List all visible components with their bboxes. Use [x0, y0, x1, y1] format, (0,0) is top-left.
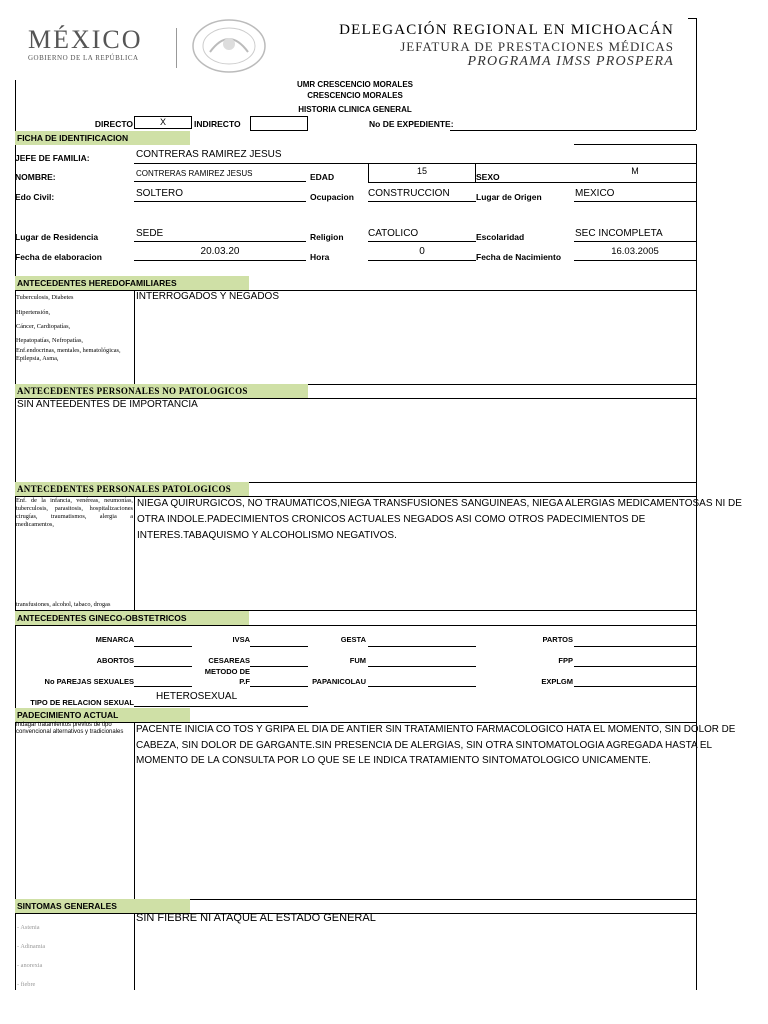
menarca-label: MENARCA	[95, 635, 134, 644]
metodo-label-1: METODO DE	[204, 667, 250, 676]
hora-label: Hora	[310, 252, 330, 262]
residencia-label: Lugar de Residencia	[15, 232, 99, 242]
unit-line2: CRESCENCIO MORALES	[307, 91, 403, 100]
sintomas-item-3: - anorexia	[17, 962, 43, 969]
left-border	[15, 80, 16, 990]
sexo-label: SEXO	[476, 172, 500, 182]
sintomas-value[interactable]: SIN FIEBRE NI ATAQUE AL ESTADO GENERAL	[136, 912, 376, 924]
gineco-top	[15, 625, 696, 626]
papanicolau-label: PAPANICOLAU	[312, 677, 366, 686]
logo-word: MÉXICO	[28, 25, 143, 54]
directo-label: DIRECTO	[94, 119, 133, 129]
origen-line	[574, 201, 696, 202]
patologicos-line-2[interactable]: OTRA INDOLE.PADECIMIENTOS CRONICOS ACTUALES NEGADOS ASI COMO OTROS PADECIMIENTOS DE	[137, 514, 646, 525]
partos-label: PARTOS	[542, 635, 573, 644]
section-padecimiento: PADECIMIENTO ACTUAL	[15, 708, 190, 722]
gesta-field[interactable]	[368, 646, 476, 647]
papanicolau-field[interactable]	[368, 686, 476, 687]
edad-label: EDAD	[310, 172, 335, 182]
civil-line	[134, 201, 306, 202]
ocupacion-value[interactable]: CONSTRUCCION	[368, 188, 450, 199]
nombre-value[interactable]: CONTRERAS RAMIREZ JESUS	[136, 169, 253, 178]
section-no-patologicos: ANTECEDENTES PERSONALES NO PATOLOGICOS	[15, 384, 308, 398]
indirecto-label: INDIRECTO	[194, 119, 241, 129]
header-title2: JEFATURA DE PRESTACIONES MÉDICAS	[400, 39, 674, 54]
no-patologicos-value[interactable]: SIN ANTEEDENTES DE IMPORTANCIA	[17, 399, 198, 410]
fum-field[interactable]	[368, 666, 476, 667]
abortos-field[interactable]	[134, 666, 192, 667]
partos-field[interactable]	[574, 646, 696, 647]
section-ficha: FICHA DE IDENTIFICACION	[15, 131, 190, 145]
relacion-label: TIPO DE RELACION SEXUAL	[30, 698, 134, 707]
escolaridad-label: Escolaridad	[476, 232, 525, 242]
escolaridad-value[interactable]: SEC INCOMPLETA	[575, 228, 663, 239]
origen-value[interactable]: MEXICO	[575, 188, 615, 199]
padecimiento-line-1[interactable]: PACENTE INICIA CO TOS Y GRIPA EL DIA DE ANTIER SIN TRATAMIENTO FARMACOLOGICO HATA EL MOMENTO, SIN DOLOR DE	[136, 724, 736, 735]
parejas-label: No PAREJAS SEXUALES	[44, 677, 134, 686]
unit-line3: HISTORIA CLINICA GENERAL	[298, 105, 412, 114]
unit-line1: UMR CRESCENCIO MORALES	[296, 80, 413, 89]
patologicos-hint-bottom: transfusiones, alcohol, tabaco, drogas	[16, 601, 111, 608]
edad-field[interactable]: 15	[368, 163, 476, 183]
civil-label: Edo Civil:	[15, 192, 55, 202]
ivsa-field[interactable]	[250, 646, 308, 647]
expediente-line	[450, 130, 696, 131]
heredo-top	[15, 290, 696, 291]
heredo-item-5: Enf.endocrinas, mentales, hematológicas, Epilepsia, Asma,	[16, 347, 121, 362]
section-sintomas: SINTOMAS GENERALES	[15, 899, 190, 913]
residencia-value[interactable]: SEDE	[136, 228, 164, 239]
gesta-label: GESTA	[340, 635, 366, 644]
residencia-line	[134, 241, 306, 242]
relacion-line	[134, 706, 308, 707]
padecimiento-line-2[interactable]: CABEZA, SIN DOLOR DE GARGANTE.SIN PRESENCIA DE ALERGIAS, SIN OTRA SINTOMATOLOGIA AGREGADA HASTA EL	[136, 740, 713, 751]
mexico-logo	[28, 26, 168, 62]
logo-divider	[176, 28, 177, 68]
jefe-label: JEFE DE FAMILIA:	[15, 153, 90, 163]
religion-line	[368, 241, 476, 242]
heredo-divider	[134, 290, 135, 384]
heredo-item-2: Hipertensión,	[16, 309, 51, 316]
expediente-label: No DE EXPEDIENTE:	[369, 119, 454, 129]
heredo-item-4: Hepatopatías, Nefropatías,	[16, 337, 83, 344]
sint-divider	[134, 913, 135, 990]
relacion-value[interactable]: HETEROSEXUAL	[156, 691, 238, 702]
heredo-item-3: Cáncer, Cardiopatías,	[16, 323, 71, 330]
fum-label: FUM	[349, 656, 366, 665]
nacimiento-value[interactable]: 16.03.2005	[611, 246, 659, 257]
nombre-line	[134, 181, 306, 182]
fpp-label: FPP	[558, 656, 573, 665]
metodo-field[interactable]	[250, 686, 308, 687]
sintomas-item-1: - Astenia	[17, 924, 40, 931]
patologicos-line-3[interactable]: INTERES.TABAQUISMO Y ALCOHOLISMO NEGATIVOS.	[137, 530, 397, 541]
header-title1: DELEGACIÓN REGIONAL EN MICHOACÁN	[339, 22, 674, 38]
metodo-label-2: P.F	[239, 677, 250, 686]
padec-divider	[134, 722, 135, 899]
heredo-value[interactable]: INTERROGADOS Y NEGADOS	[136, 291, 279, 302]
ocupacion-line	[368, 201, 476, 202]
patologicos-hint: Enf. de la infancia, venéreas, neumonías, tuberculosis, parasitosis, hospitalizaciones cirugías, traumatismos, alergia a medicamentos,	[16, 497, 133, 528]
nacimiento-line	[574, 260, 696, 261]
cesareas-field[interactable]	[250, 666, 308, 667]
menarca-field[interactable]	[134, 646, 192, 647]
indirecto-field[interactable]	[250, 116, 308, 131]
pat-divider	[134, 496, 135, 610]
elaboracion-value[interactable]: 20.03.20	[200, 246, 240, 257]
hora-line	[368, 260, 476, 261]
sintomas-item-4: - fiebre	[17, 981, 36, 988]
jefe-line	[574, 144, 696, 145]
logo-subtitle: GOBIERNO DE LA REPÚBLICA	[28, 54, 139, 62]
cesareas-label: CESAREAS	[208, 656, 250, 665]
fpp-field[interactable]	[574, 666, 696, 667]
ivsa-label: IVSA	[232, 635, 250, 644]
patologicos-line-1[interactable]: NIEGA QUIRURGICOS, NO TRAUMATICOS,NIEGA TRANSFUSIONES SANGUINEAS, NIEGA ALERGIAS MEDICAMENTOSAS NI DE	[137, 498, 742, 509]
right-border-lower	[696, 144, 697, 990]
directo-field[interactable]: X	[134, 116, 192, 129]
origen-label: Lugar de Origen	[476, 192, 542, 202]
section-gineco: ANTECEDENTES GINECO-OBSTETRICOS	[15, 611, 249, 625]
section-patologicos: ANTECEDENTES PERSONALES PATOLOGICOS	[15, 482, 249, 496]
nacimiento-label: Fecha de Nacimiento	[476, 252, 562, 262]
right-border-cap	[688, 18, 696, 19]
sexo-line	[476, 182, 696, 183]
civil-value[interactable]: SOLTERO	[136, 188, 184, 199]
elaboracion-line	[134, 260, 306, 261]
explgm-label: EXPLGM	[541, 677, 573, 686]
nombre-label: NOMBRE:	[15, 172, 56, 182]
section-heredo: ANTECEDENTES HEREDOFAMILIARES	[15, 276, 249, 290]
elaboracion-label: Fecha de elaboracion	[15, 252, 102, 262]
religion-value[interactable]: CATOLICO	[368, 228, 419, 239]
seal-icon	[190, 18, 268, 74]
escolaridad-line	[574, 241, 696, 242]
heredo-item-1: Tuberculosis, Diabetes	[16, 294, 74, 301]
jefe-value[interactable]: CONTRERAS RAMIREZ JESUS	[136, 149, 282, 160]
sexo-value[interactable]: M	[631, 166, 639, 176]
padecimiento-hint: Indagar tratamientos previos de tipo convencional alternativos y tradicionales	[16, 722, 124, 735]
padecimiento-line-3[interactable]: MOMENTO DE LA CONSULTA POR LO QUE SE LE INDICA TRATAMIENTO SINTOMATOLOGICO UNICAMENTE.	[136, 755, 651, 766]
parejas-field[interactable]	[134, 686, 192, 687]
explgm-field[interactable]	[574, 686, 696, 687]
right-border	[696, 18, 697, 130]
ocupacion-label: Ocupacion	[310, 192, 354, 202]
hora-value[interactable]: 0	[419, 246, 425, 257]
religion-label: Religion	[310, 232, 344, 242]
abortos-label: ABORTOS	[96, 656, 134, 665]
header-title3: PROGRAMA IMSS PROSPERA	[467, 54, 674, 69]
sintomas-item-2: - Adinamia	[17, 943, 46, 950]
